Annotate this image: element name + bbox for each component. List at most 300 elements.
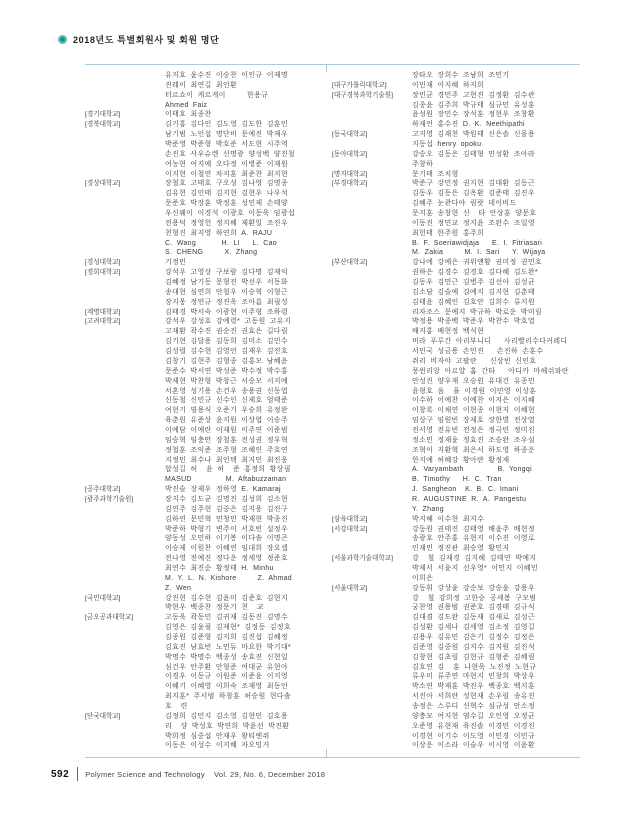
- university-label: [332, 564, 412, 574]
- member-row: [332, 219, 578, 229]
- member-row: [332, 623, 578, 633]
- member-row: [85, 534, 331, 544]
- member-row: [85, 692, 331, 702]
- member-names: 이승제 이원찬 이혜연 임대희 장요셉: [165, 545, 288, 553]
- member-list-column-left: [85, 71, 331, 751]
- member-row: [332, 534, 578, 544]
- member-row: [85, 741, 331, 751]
- member-names: 여농현 여지예 오다정 이병준 이재원: [165, 160, 288, 168]
- member-row: [85, 130, 331, 140]
- university-label: [332, 288, 412, 298]
- member-row: [332, 732, 578, 742]
- university-label: [85, 248, 165, 258]
- member-names: 서혼영 성기용 손건우 송용권 신동엽: [165, 387, 288, 395]
- member-names: 주창하: [412, 160, 434, 168]
- member-names: 정철훈 조익준 조주형 조혜인 주호연: [165, 446, 288, 454]
- member-names: 조혁이 지환혁 최은서 하도영 하종운: [412, 446, 535, 454]
- member-names: 이태호 최종찬: [165, 111, 212, 119]
- university-label: [332, 278, 412, 288]
- university-label: [동국대학교]: [332, 131, 368, 139]
- issue-info: Vol. 29, No. 6, December 2018: [213, 769, 326, 779]
- university-label: [332, 672, 412, 682]
- university-label: [332, 475, 412, 485]
- member-names: A. Varyambath B. Yongqi: [412, 466, 532, 474]
- university-label: [332, 722, 412, 732]
- university-label: [85, 91, 165, 101]
- member-names: 강동휘 강상윤 강순보 강승윤 강용우: [412, 584, 535, 592]
- member-row: [332, 741, 578, 751]
- member-names: 박희정 심중섭 안재우 왕티엔쥐: [165, 732, 270, 740]
- member-names: 송대현 심연희 안철우 이승혁 이형근: [165, 288, 288, 296]
- university-label: [332, 613, 412, 623]
- member-row: [332, 446, 578, 456]
- university-label: [332, 712, 412, 722]
- member-row: [85, 515, 331, 525]
- member-row: [332, 692, 578, 702]
- member-names: 강 철 김재경 김지혜 김태연 박예지: [412, 555, 537, 563]
- university-label: [대구가톨릭대학교]: [332, 81, 387, 89]
- member-row: [332, 209, 578, 219]
- member-names: 서진아 서희란 성현재 손우림 송유진: [412, 693, 535, 701]
- member-names: 이민재 이지혜 하지희: [412, 81, 485, 89]
- member-row: [332, 288, 578, 298]
- university-label: [332, 248, 412, 258]
- member-names: 김영은 김윤필 김재현* 김정동 김정호: [165, 624, 291, 632]
- member-names: 강동원 권태진 김태영 배윤주 배현정: [412, 525, 535, 533]
- member-row: [332, 101, 578, 111]
- member-row: [85, 179, 331, 189]
- university-label: [332, 702, 412, 712]
- university-label: [332, 653, 412, 663]
- member-row: [85, 150, 331, 160]
- university-label: [85, 416, 165, 426]
- member-row: [85, 357, 331, 367]
- university-label: [서울과학기술대학교]: [332, 555, 393, 563]
- member-names: 유지호 윤수진 이승찬 이인규 이재명: [165, 72, 288, 79]
- member-names: 김창기 김현주 김형종 김홍모 남혜윤: [165, 357, 288, 365]
- member-names: M. Y. L. N. Kishore Z. Ahmad: [165, 574, 292, 582]
- member-names: 김혜주 눈콴다야 림랏 데이비드: [412, 200, 517, 208]
- member-names: 김기홍 김다인 김도영 김도한 김훈민: [165, 121, 288, 129]
- member-names: 김기현 김달용 김동희 김미소 김민수: [165, 338, 288, 346]
- university-label: [85, 130, 165, 140]
- university-label: [332, 534, 412, 544]
- university-label: [85, 396, 165, 406]
- member-row: [332, 712, 578, 722]
- member-row: [85, 672, 331, 682]
- university-label: [332, 120, 412, 130]
- university-label: [85, 199, 165, 209]
- university-label: [332, 298, 412, 308]
- university-label: [332, 741, 412, 751]
- university-label: [85, 475, 165, 485]
- university-label: [85, 633, 165, 643]
- member-row: [85, 465, 331, 475]
- member-row: [332, 594, 578, 604]
- member-row: [332, 179, 578, 189]
- member-row: [85, 416, 331, 426]
- member-row: [332, 663, 578, 673]
- member-names: 김동우 김동은 김옥환 김준태 김진우: [412, 190, 535, 198]
- member-names: 이경현 이기수 이도영 이민경 이민규: [412, 732, 535, 740]
- member-row: [85, 722, 331, 732]
- member-row: [85, 377, 331, 387]
- member-row: [85, 564, 331, 574]
- member-row: [332, 564, 578, 574]
- university-label: [85, 741, 165, 751]
- university-label: [금오공과대학교]: [85, 614, 134, 622]
- member-row: [85, 525, 331, 535]
- university-label: [85, 534, 165, 544]
- university-label: [85, 209, 165, 219]
- member-names: 안성진 양우재 오승원 유대건 유종민: [412, 377, 535, 385]
- member-row: [332, 81, 578, 91]
- university-label: [서강대학교]: [332, 525, 368, 533]
- university-label: [85, 564, 165, 574]
- university-label: [332, 465, 412, 475]
- university-label: [332, 643, 412, 653]
- member-row: [332, 229, 578, 239]
- university-label: [85, 298, 165, 308]
- member-names: 쥐리 비자야 고팔란 신상빈 신인호: [412, 357, 537, 365]
- member-row: [85, 505, 331, 515]
- university-label: [85, 554, 165, 564]
- university-label: [85, 170, 165, 180]
- member-names: 박진슬 장제우 정하영 E. Kamaraj: [165, 486, 281, 494]
- member-names: 한지예 허혜강 황아란 황정재: [412, 456, 510, 464]
- column-divider-tick-bottom: [326, 749, 327, 757]
- member-names: M. Zakia M. I. Sari Y. Wijaya: [412, 249, 546, 257]
- university-label: [85, 436, 165, 446]
- member-row: [332, 120, 578, 130]
- member-row: [85, 258, 331, 268]
- university-label: [332, 209, 412, 219]
- member-names: 김준영 김중원 김지수 김지원 김진석: [412, 643, 535, 651]
- university-label: [85, 406, 165, 416]
- member-names: 이동진 정민교 정지윤 조완수 조일영: [412, 219, 535, 227]
- member-row: [85, 120, 331, 130]
- university-label: [85, 446, 165, 456]
- member-names: 이경우 이동규 이원준 이준윤 이지영: [165, 673, 288, 681]
- university-label: [경상대학교]: [85, 180, 121, 188]
- university-label: [332, 308, 412, 318]
- footer-divider: [77, 767, 78, 781]
- member-row: [332, 416, 578, 426]
- university-label: [85, 327, 165, 337]
- university-label: [85, 692, 165, 702]
- member-row: [332, 603, 578, 613]
- member-names: 지정민 최수나 최인택 최지민 최진웅: [165, 456, 288, 464]
- university-label: [332, 436, 412, 446]
- member-names: 이지현 이철연 차지훈 최준찬 최지현: [165, 170, 288, 178]
- member-names: 진레이 최연길 최인환: [165, 81, 238, 89]
- member-row: [85, 643, 331, 653]
- member-names: 김연주 김주현 김중은 김지웅 김진구: [165, 505, 288, 513]
- member-row: [85, 288, 331, 298]
- member-row: [85, 446, 331, 456]
- member-row: [85, 613, 331, 623]
- member-names: 박지혜 이수현 최지수: [412, 515, 485, 523]
- member-names: 류우미 류주연 마현지 민창희 박상우: [412, 673, 535, 681]
- university-label: [332, 505, 412, 515]
- university-label: [85, 337, 165, 347]
- member-row: [85, 317, 331, 327]
- member-row: [332, 268, 578, 278]
- member-names: 장민균 경민주 고현진 김정환 김수관: [412, 91, 535, 99]
- university-label: [332, 682, 412, 692]
- member-names: 장타오 장희수 조남희 조민기: [412, 72, 510, 79]
- university-label: [85, 544, 165, 554]
- university-label: [332, 347, 412, 357]
- member-row: [85, 702, 331, 712]
- member-row: [332, 91, 578, 101]
- member-names: MASUD M. Aftabuzzaman: [165, 476, 287, 484]
- member-row: [332, 377, 578, 387]
- member-names: 양충모 여지현 염수길 오인영 오정균: [412, 712, 535, 720]
- member-row: [85, 406, 331, 416]
- member-names: 송광호 안주홍 유현지 이수진 이영로: [412, 535, 535, 543]
- university-label: [85, 189, 165, 199]
- university-label: [경북대학교]: [85, 121, 121, 129]
- member-row: [85, 456, 331, 466]
- member-names: 강진현 김수현 김윤미 김준호 김현지: [165, 594, 288, 602]
- page-title: 2018년도 특별회원사 및 회원 명단: [73, 35, 220, 45]
- university-label: [332, 199, 412, 209]
- member-row: [332, 71, 578, 81]
- member-row: [332, 298, 578, 308]
- university-label: [85, 239, 165, 249]
- member-row: [85, 436, 331, 446]
- member-names: 김성렬 김수현 김영언 김재우 김진호: [165, 348, 288, 356]
- member-row: [332, 327, 578, 337]
- member-row: [85, 663, 331, 673]
- member-row: [85, 544, 331, 554]
- section-bullet-icon: [58, 35, 67, 44]
- member-row: [85, 633, 331, 643]
- member-row: [85, 594, 331, 604]
- member-names: 김용우 김유민 김은기 김정수 김정은: [412, 633, 535, 641]
- member-row: [85, 239, 331, 249]
- university-label: [명지대학교]: [332, 170, 368, 178]
- university-label: [332, 71, 412, 81]
- university-label: [계명대학교]: [85, 308, 121, 316]
- member-names: 정소민 정재윤 정효진 조승완 조우섬: [412, 436, 535, 444]
- university-label: [332, 603, 412, 613]
- member-names: B. Timothy H. C. Tran: [412, 476, 502, 484]
- university-label: [국민대학교]: [85, 594, 121, 602]
- member-names: 천형진 최지영 하연희 A. RAJU: [165, 229, 273, 237]
- member-names: 김종윤 김주희 박규태 심규민 유성훈: [412, 101, 535, 109]
- member-names: 김창현 김초림 김현규 김형준 김혜림: [412, 653, 535, 661]
- university-label: [332, 692, 412, 702]
- university-label: [85, 505, 165, 515]
- member-names: 최헌태 한주원 홍주희: [412, 229, 485, 237]
- member-row: [332, 160, 578, 170]
- member-names: 풍윈리앙 아르얄 홈 간타 아디카 마헤쉬와란: [412, 367, 569, 375]
- member-row: [332, 239, 578, 249]
- member-row: [85, 682, 331, 692]
- university-label: [332, 357, 412, 367]
- member-names: 손진호 사우슈렌 신명광 양성백 양진철: [165, 150, 295, 158]
- member-names: 박정용 박종백 박준우 박찬수 박호열: [412, 318, 535, 326]
- member-names: 김호연 김 훈 나현욱 노진정 노현규: [412, 663, 537, 671]
- university-label: [332, 268, 412, 278]
- member-row: [332, 633, 578, 643]
- member-row: [332, 613, 578, 623]
- page-header: [58, 33, 219, 46]
- university-label: [85, 623, 165, 633]
- member-row: [332, 495, 578, 505]
- university-label: [85, 643, 165, 653]
- university-label: [85, 71, 165, 81]
- university-label: [85, 367, 165, 377]
- university-label: [85, 81, 165, 91]
- member-names: 문기태 조치형: [412, 170, 459, 178]
- member-names: 터르쇼이 게르게이 한용규: [165, 91, 269, 99]
- university-label: [332, 446, 412, 456]
- university-label: [332, 574, 412, 584]
- member-row: [332, 702, 578, 712]
- university-label: [332, 160, 412, 170]
- university-label: [85, 702, 165, 712]
- university-label: [85, 219, 165, 229]
- member-names: 김동우 김민근 김병주 김선아 김성균: [412, 279, 535, 287]
- member-row: [85, 110, 331, 120]
- member-names: 송정은 스루디 신혁수 심규성 안소정: [412, 703, 535, 710]
- university-label: [332, 456, 412, 466]
- member-names: 전서영 전유빈 전정은 정극민 정미진: [412, 426, 535, 434]
- member-names: 리 샹 박성호 박연희 박윤선 박진환: [165, 722, 290, 730]
- university-label: [332, 377, 412, 387]
- member-row: [85, 475, 331, 485]
- member-row: [332, 248, 578, 258]
- member-names: 박제서 서윤지 선우영* 이민지 이혜민: [412, 564, 538, 572]
- member-names: 박제현 박찬형 박창근 서승모 서지예: [165, 377, 288, 385]
- university-label: [85, 465, 165, 475]
- university-label: [332, 495, 412, 505]
- member-names: 김소담 김슬예 김예지 김지현 김춘태: [412, 288, 535, 296]
- member-row: [85, 653, 331, 663]
- member-names: 심건우 안주환 안형준 여대균 유현아: [165, 663, 288, 671]
- member-names: 이희은: [412, 574, 434, 582]
- member-row: [332, 406, 578, 416]
- member-row: [332, 130, 578, 140]
- member-row: [332, 258, 578, 268]
- university-label: [85, 357, 165, 367]
- university-label: [85, 722, 165, 732]
- page-footer: [51, 767, 325, 781]
- member-row: [332, 505, 578, 515]
- university-label: [부경대학교]: [332, 180, 368, 188]
- university-label: [332, 101, 412, 111]
- member-names: 문지훈 송창현 신 타 안상훈 양문호: [412, 210, 537, 218]
- member-names: 김대겸 김도완 김동재 김새로 김성근: [412, 614, 535, 622]
- member-row: [332, 672, 578, 682]
- university-label: [332, 189, 412, 199]
- university-label: [85, 653, 165, 663]
- member-names: 궁찬영 권용범 권준호 김경태 김규식: [412, 604, 535, 612]
- member-names: 고재환 곽수진 권순진 권효은 길다림: [165, 328, 288, 336]
- university-label: [동아대학교]: [332, 150, 368, 158]
- member-row: [332, 170, 578, 180]
- member-row: [332, 150, 578, 160]
- member-row: [332, 278, 578, 288]
- member-names: 강나에 강예은 궈위앤황 권미정 권민호: [412, 259, 542, 267]
- member-row: [332, 140, 578, 150]
- member-names: 고동욱 곽동민 김귀재 김동진 김명수: [165, 614, 288, 622]
- member-row: [332, 110, 578, 120]
- university-label: [85, 584, 165, 594]
- member-row: [85, 140, 331, 150]
- member-names: 남기범 노인섭 명단비 문예진 박재우: [165, 131, 288, 139]
- member-row: [332, 525, 578, 535]
- member-names: Ahmed Faiz: [165, 101, 208, 109]
- member-names: 박준영 박준형 박호준 서도현 시주역: [165, 141, 288, 149]
- member-names: 박준구 강민정 권지현 김대환 김동근: [412, 180, 535, 188]
- member-names: 인재민 정진관 최승영 황민지: [412, 545, 510, 553]
- member-names: 장철호 고태호 구오성 김나영 김명종: [165, 180, 288, 188]
- member-names: 오준영 유현재 육진솔 이경민 이경진: [412, 722, 535, 730]
- university-label: [332, 732, 412, 742]
- member-row: [332, 308, 578, 318]
- member-names: 여현기 염용식 오준기 우승희 유정완: [165, 407, 288, 415]
- member-names: 우신웨이 이경석 이광호 이동욱 임광섭: [165, 210, 295, 218]
- university-label: [85, 682, 165, 692]
- member-row: [332, 199, 578, 209]
- member-row: [332, 456, 578, 466]
- member-names: 이상운 이소라 이슬우 이시영 이윤환: [412, 742, 535, 750]
- member-row: [85, 229, 331, 239]
- university-label: [부산대학교]: [332, 259, 368, 267]
- member-names: 강 철 강희정 고한승 공세봄 구모범: [412, 594, 537, 602]
- member-row: [85, 199, 331, 209]
- member-row: [85, 248, 331, 258]
- university-label: [광주과학기술원]: [85, 495, 134, 503]
- member-row: [85, 584, 331, 594]
- member-row: [85, 308, 331, 318]
- university-label: [85, 732, 165, 742]
- member-names: 문준호 박장훈 박정훈 성민제 손태양: [165, 200, 288, 208]
- university-label: [332, 544, 412, 554]
- member-row: [332, 643, 578, 653]
- member-names: 이동은 이성수 이지혜 자오밍거: [165, 742, 270, 750]
- university-label: [332, 406, 412, 416]
- member-row: [332, 426, 578, 436]
- member-names: 김유현 김인태 김지현 김현우 나우석: [165, 190, 288, 198]
- university-label: [단국대학교]: [85, 712, 121, 720]
- bottom-rule: [85, 757, 580, 758]
- page-number: 592: [51, 768, 70, 780]
- university-label: [공주대학교]: [85, 486, 121, 494]
- member-row: [332, 515, 578, 525]
- member-row: [85, 495, 331, 505]
- member-names: 강승오 김동은 김태형 민성환 조아라: [412, 150, 535, 158]
- university-label: [332, 327, 412, 337]
- member-names: 리자조스 문예지 박규하 박로운 박미림: [412, 308, 542, 316]
- university-label: [332, 633, 412, 643]
- university-label: [85, 574, 165, 584]
- member-names: 양동성 오민하 이기봉 이다솜 이명곤: [165, 535, 288, 543]
- university-label: [85, 663, 165, 673]
- member-row: [332, 337, 578, 347]
- member-row: [85, 485, 331, 495]
- member-row: [85, 387, 331, 397]
- member-row: [332, 347, 578, 357]
- member-names: B. F. Soeriawidjaja E. I. Fitriasari: [412, 239, 543, 247]
- member-names: 이창록 이채연 이현종 이현지 이혜현: [412, 407, 535, 415]
- university-label: [85, 377, 165, 387]
- member-row: [85, 71, 331, 81]
